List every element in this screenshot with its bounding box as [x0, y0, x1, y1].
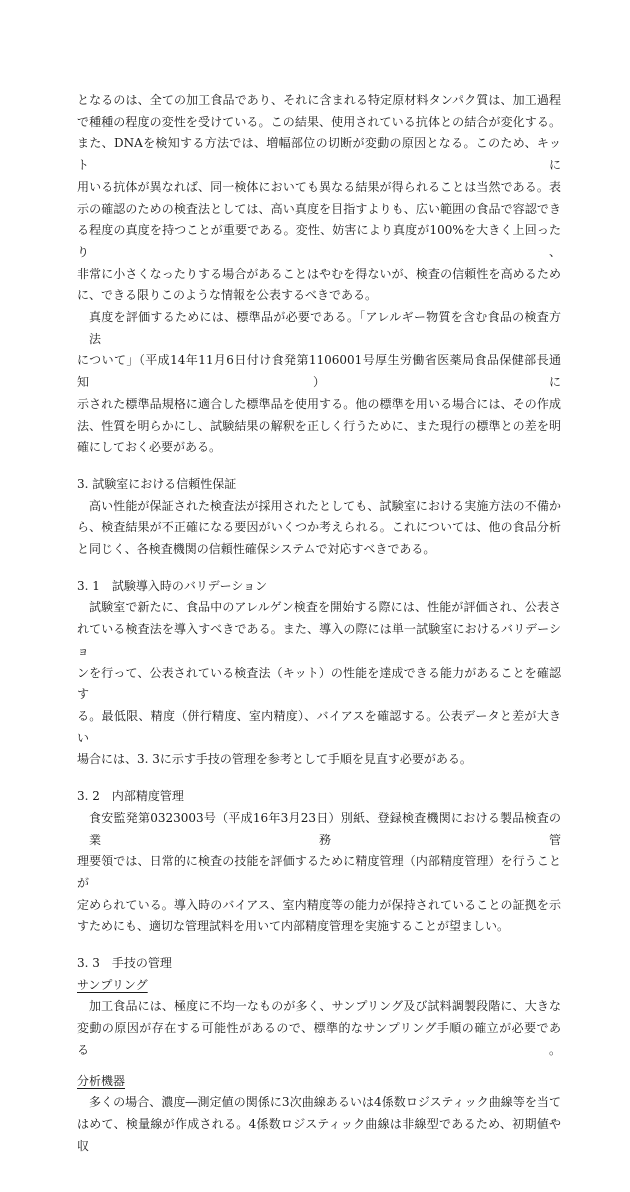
text-line: 食安監発第0323003号（平成16年3月23日）別紙、登録検査機関における製品検査の業務管	[89, 810, 561, 847]
section-instruments	[77, 1071, 561, 1158]
text-line: る程度の真度を持つことが重要である。変性、妨害により真度が100%を大きく上回ったり、	[77, 223, 561, 259]
text-line: について」（平成14年11月6日付け食発第1106001号厚生労働省医薬局食品保健部長通知）に	[77, 353, 561, 390]
section-3-1	[77, 576, 561, 771]
section-3	[77, 474, 561, 561]
text-line: 真度を評価するためには、標準品が必要である。「アレルギー物質を含む食品の検査方法	[89, 310, 561, 346]
text-line: 高い性能が保証された検査法が採用されたとしても、試験室における実施方法の不備か	[89, 498, 561, 513]
text-line: 確にしておく必要がある。	[77, 440, 222, 455]
text-line: 非常に小さくなったりする場合があることはやむを得ないが、検査の信頼性を高めるため	[77, 266, 561, 281]
text-line: 加工食品には、極度に不均一なものが多く、サンプリング及び試料調製段階に、大きな	[89, 999, 561, 1014]
text-line: ンを行って、公表されている検査法（キット）の性能を達成できる能力があることを確認す	[77, 665, 561, 702]
section-heading: 3. 試験室における信頼性保証	[77, 476, 237, 491]
section-3-3	[77, 953, 561, 1062]
text-line: はめて、検量線が作成される。4係数ロジスティック曲線は非線型であるため、初期値や収	[77, 1116, 561, 1153]
text-line: る。最低限、精度（併行精度、室内精度）、バイアスを確認する。公表データと差が大きい	[77, 708, 561, 745]
text-line: すためにも、適切な管理試料を用いて内部精度管理を実施することが望ましい。	[77, 919, 510, 934]
text-line: 理要領では、日常的に検査の技能を評価するために精度管理（内部精度管理）を行うことが	[77, 854, 561, 890]
text-line: 変動の原因が存在する可能性があるので、標準的なサンプリング手順の確立が必要である。	[77, 1021, 561, 1057]
text-line: 場合には、3. 3に示す手技の管理を参考として手順を見直す必要がある。	[77, 752, 472, 767]
text-line: 多くの場合、濃度―測定値の関係に3次曲線あるいは4係数ロジスティック曲線等を当て	[89, 1095, 561, 1110]
text-line: 試験室で新たに、食品中のアレルゲン検査を開始する際には、性能が評価され、公表さ	[89, 600, 561, 615]
intro-paragraphs	[77, 90, 561, 459]
section-heading: 3. 1 試験導入時のバリデーション	[77, 578, 268, 593]
text-line: 示された標準品規格に適合した標準品を使用する。他の標準を用いる場合には、その作成	[77, 396, 561, 411]
text-line: ら、検査結果が不正確になる要因がいくつか考えられる。これについては、他の食品分析	[77, 520, 561, 535]
subheading-sampling: サンプリング	[77, 977, 148, 992]
text-line: 定められている。導入時のバイアス、室内精度等の能力が保持されていることの証拠を示	[77, 897, 561, 912]
text-line: で種種の程度の変性を受けている。この結果、使用されている抗体との結合が変化する。	[77, 114, 561, 129]
text-line: となるのは、全ての加工食品であり、それに含まれる特定原材料タンパク質は、加工過程	[77, 93, 561, 107]
section-heading: 3. 3 手技の管理	[77, 956, 172, 971]
text-line: と同じく、各検査機関の信頼性確保システムで対応すべきである。	[77, 542, 436, 557]
text-line: 法、性質を明らかにし、試験結果の解釈を正しく行うために、また現行の標準との差を明	[77, 418, 561, 433]
text-line: 示の確認のための検査法としては、高い真度を目指すよりも、広い範囲の食品で容認でき	[77, 201, 561, 216]
section-heading: 3. 2 内部精度管理	[77, 789, 184, 804]
text-line: また、DNAを検知する方法では、増幅部位の切断が変動の原因となる。このため、キットに	[77, 136, 561, 173]
text-line: に、できる限りこのような情報を公表するべきである。	[77, 288, 378, 303]
subheading-instruments: 分析機器	[77, 1073, 126, 1088]
section-3-2	[77, 786, 561, 938]
text-line: 用いる抗体が異なれば、同一検体においても異なる結果が得られることは当然である。表	[77, 179, 561, 194]
text-line: れている検査法を導入すべきである。また、導入の際には単一試験室におけるバリデーショ	[77, 622, 561, 658]
